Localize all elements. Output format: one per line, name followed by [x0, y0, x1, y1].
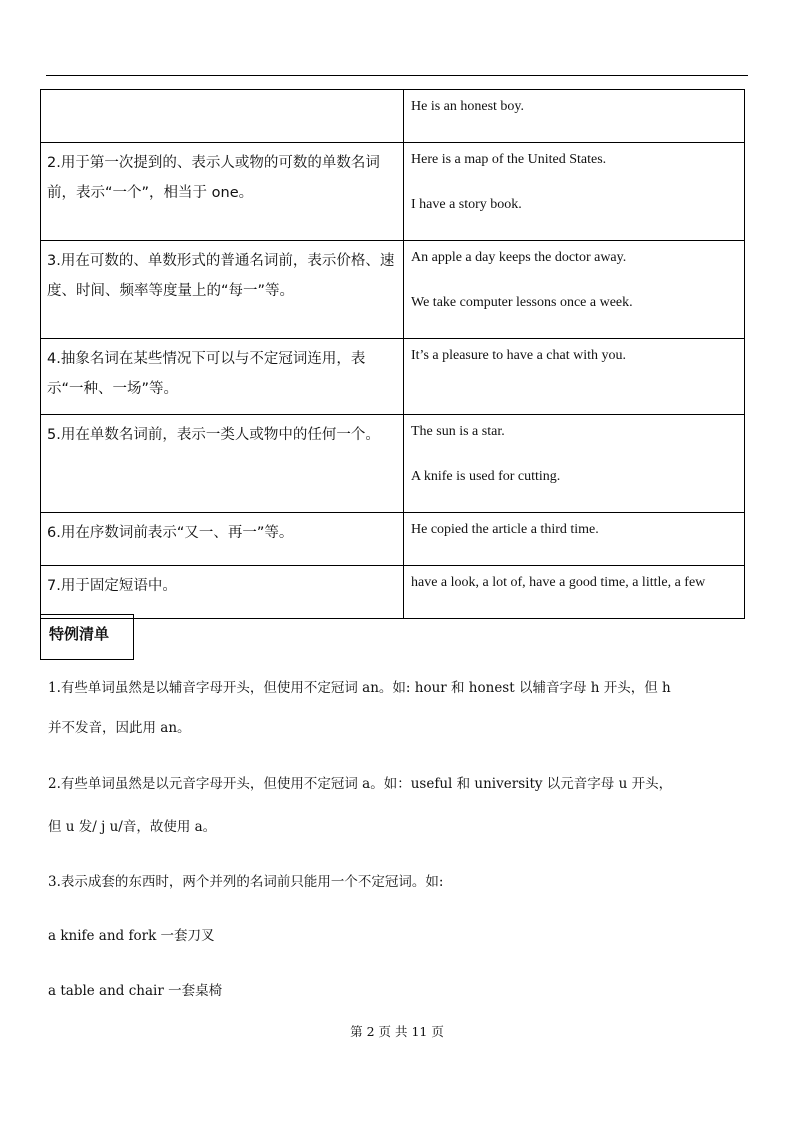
rule-cell: 4.抽象名词在某些情况下可以与不定冠词连用，表示“一种、一场”等。	[41, 339, 404, 415]
table-row	[41, 143, 745, 241]
page-number: 第 2 页 共 11 页	[350, 1024, 444, 1039]
special-note-line: a knife and fork 一套刀叉	[48, 928, 215, 944]
example-text: The sun is a star.	[411, 424, 505, 439]
rule-cell	[41, 90, 404, 143]
example-text: He is an honest boy.	[411, 99, 525, 114]
special-note-line: 但 u 发/ j u/音，故使用 a。	[48, 819, 217, 835]
table-row	[41, 566, 745, 619]
example-text: have a look, a lot of, have a good time, a little, a few	[411, 575, 706, 590]
table-row	[41, 415, 745, 513]
table-row	[41, 241, 745, 339]
example-cell	[404, 339, 745, 415]
special-note-line: 1.有些单词虽然是以辅音字母开头，但使用不定冠词 an。如: hour 和 honest 以辅音字母 h 开头，但 h	[48, 680, 671, 696]
example-cell	[404, 143, 745, 241]
table-row	[41, 513, 745, 566]
example-text: A knife is used for cutting.	[411, 469, 561, 484]
header-rule	[46, 75, 748, 76]
special-note-line: 2.有些单词虽然是以元音字母开头，但使用不定冠词 a。如：useful 和 university 以元音字母 u 开头，	[48, 776, 673, 792]
rule-cell: 2.用于第一次提到的、表示人或物的可数的单数名词前，表示“一个”，相当于 one。	[41, 143, 404, 241]
example-text: We take computer lessons once a week.	[411, 295, 633, 310]
example-text: I have a story book.	[411, 197, 522, 212]
special-note-line: 3.表示成套的东西时，两个并列的名词前只能用一个不定冠词。如:	[48, 874, 444, 890]
rule-cell: 7.用于固定短语中。	[41, 566, 404, 619]
example-text: He copied the article a third time.	[411, 522, 599, 537]
special-note-line: a table and chair 一套桌椅	[48, 983, 223, 999]
example-cell	[404, 90, 745, 143]
table-row	[41, 339, 745, 415]
example-text: It’s a pleasure to have a chat with you.	[411, 348, 626, 363]
rule-cell: 5.用在单数名词前，表示一类人或物中的任何一个。	[41, 415, 404, 513]
usage-table	[40, 89, 745, 619]
example-cell	[404, 241, 745, 339]
special-cases-title: 特例清单	[40, 614, 134, 660]
example-text: Here is a map of the United States.	[411, 152, 607, 167]
example-cell	[404, 415, 745, 513]
special-note-line: 并不发音，因此用 an。	[48, 720, 191, 736]
rule-cell: 6.用在序数词前表示“又一、再一”等。	[41, 513, 404, 566]
example-text: An apple a day keeps the doctor away.	[411, 250, 627, 265]
table-row	[41, 90, 745, 143]
rule-cell: 3.用在可数的、单数形式的普通名词前，表示价格、速度、时间、频率等度量上的“每一”等。	[41, 241, 404, 339]
example-cell	[404, 513, 745, 566]
example-cell	[404, 566, 745, 619]
